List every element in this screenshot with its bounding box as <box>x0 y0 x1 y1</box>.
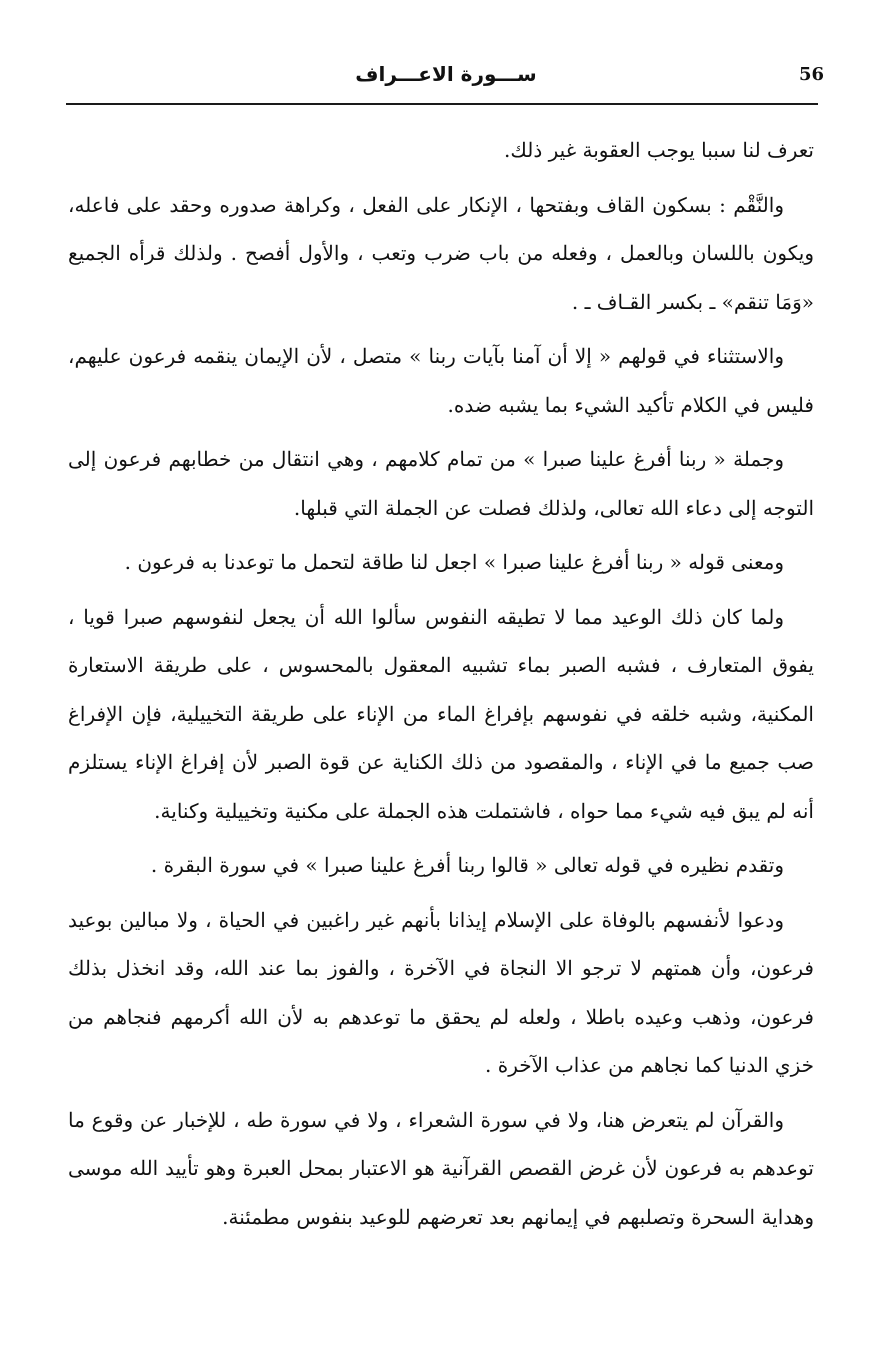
page-body <box>68 126 814 1247</box>
paragraph: والقرآن لم يتعرض هنا، ولا في سورة الشعراء ، ولا في سورة طه ، للإخبار عن وقوع ما توعدهم به فرعون لأن غرض القصص القرآنية هو الاعتبار بمحل العبرة وهو تأييد الله موسى وهداية السحرة وتصلبهم في إيمانهم بعد تعرضهم للوعيد بنفوس مطمئنة. <box>68 1107 814 1229</box>
paragraph: وجملة « ربنا أفرغ علينا صبرا » من تمام كلامهم ، وهي انتقال من خطابهم فرعون إلى التوجه إلى دعاء الله تعالى، ولذلك فصلت عن الجملة التي قبلها. <box>68 447 814 520</box>
page-number: 56 <box>798 64 824 85</box>
paragraph: وتقدم نظيره في قوله تعالى « قالوا ربنا أفرغ علينا صبرا » في سورة البقرة . <box>150 853 784 877</box>
paragraph: ومعنى قوله « ربنا أفرغ علينا صبرا » اجعل لنا طاقة لتحمل ما توعدنا به فرعون . <box>124 550 784 574</box>
paragraph: ولما كان ذلك الوعيد مما لا تطيقه النفوس سألوا الله أن يجعل لنفوسهم صبرا قويا ، يفوق المتعارف ، فشبه الصبر بماء تشبيه المعقول بالمحسوس ، على طريقة الاستعارة المكنية، وشبه خلقه في نفوسهم بإفراغ الماء من الإناء على طريقة التخييلية، فإن الإفراغ صب جميع ما في الإناء ، والمقصود من ذلك الكناية عن قوة الصبر لأن إفراغ الإناء يستلزم أنه لم يبق فيه شيء مما حواه ، فاشتملت هذه الجملة على مكنية وتخييلية وكناية. <box>68 604 814 823</box>
header-rule <box>66 103 818 105</box>
paragraph: والاستثناء في قولهم « إلا أن آمنا بآيات ربنا » متصل ، لأن الإيمان ينقمه فرعون عليهم، فليس في الكلام تأكيد الشيء بما يشبه ضده. <box>68 344 814 417</box>
page-header <box>66 58 824 98</box>
paragraph: تعرف لنا سببا يوجب العقوبة غير ذلك. <box>504 138 814 162</box>
running-title: ســـورة الاعـــراف <box>355 62 537 86</box>
paragraph: والنَّقْم : بسكون القاف وبفتحها ، الإنكار على الفعل ، وكراهة صدوره وحقد على فاعله، ويكون باللسان وبالعمل ، وفعله من باب ضرب وتعب ، والأول أفصح . ولذلك قرأه الجميع «وَمَا تنقم» ـ بكسر القـاف ـ . <box>68 192 814 314</box>
paragraph: ودعوا لأنفسهم بالوفاة على الإسلام إيذانا بأنهم غير راغبين في الحياة ، ولا مبالين بوعيد فرعون، وأن همتهم لا ترجو الا النجاة في الآخرة ، والفوز بما عند الله، وقد انخذل بذلك فرعون، وذهب وعيده باطلا ، ولعله لم يحقق ما توعدهم به لأن الله أكرمهم فنجاهم من خزي الدنيا كما نجاهم من عذاب الآخرة . <box>68 907 814 1077</box>
